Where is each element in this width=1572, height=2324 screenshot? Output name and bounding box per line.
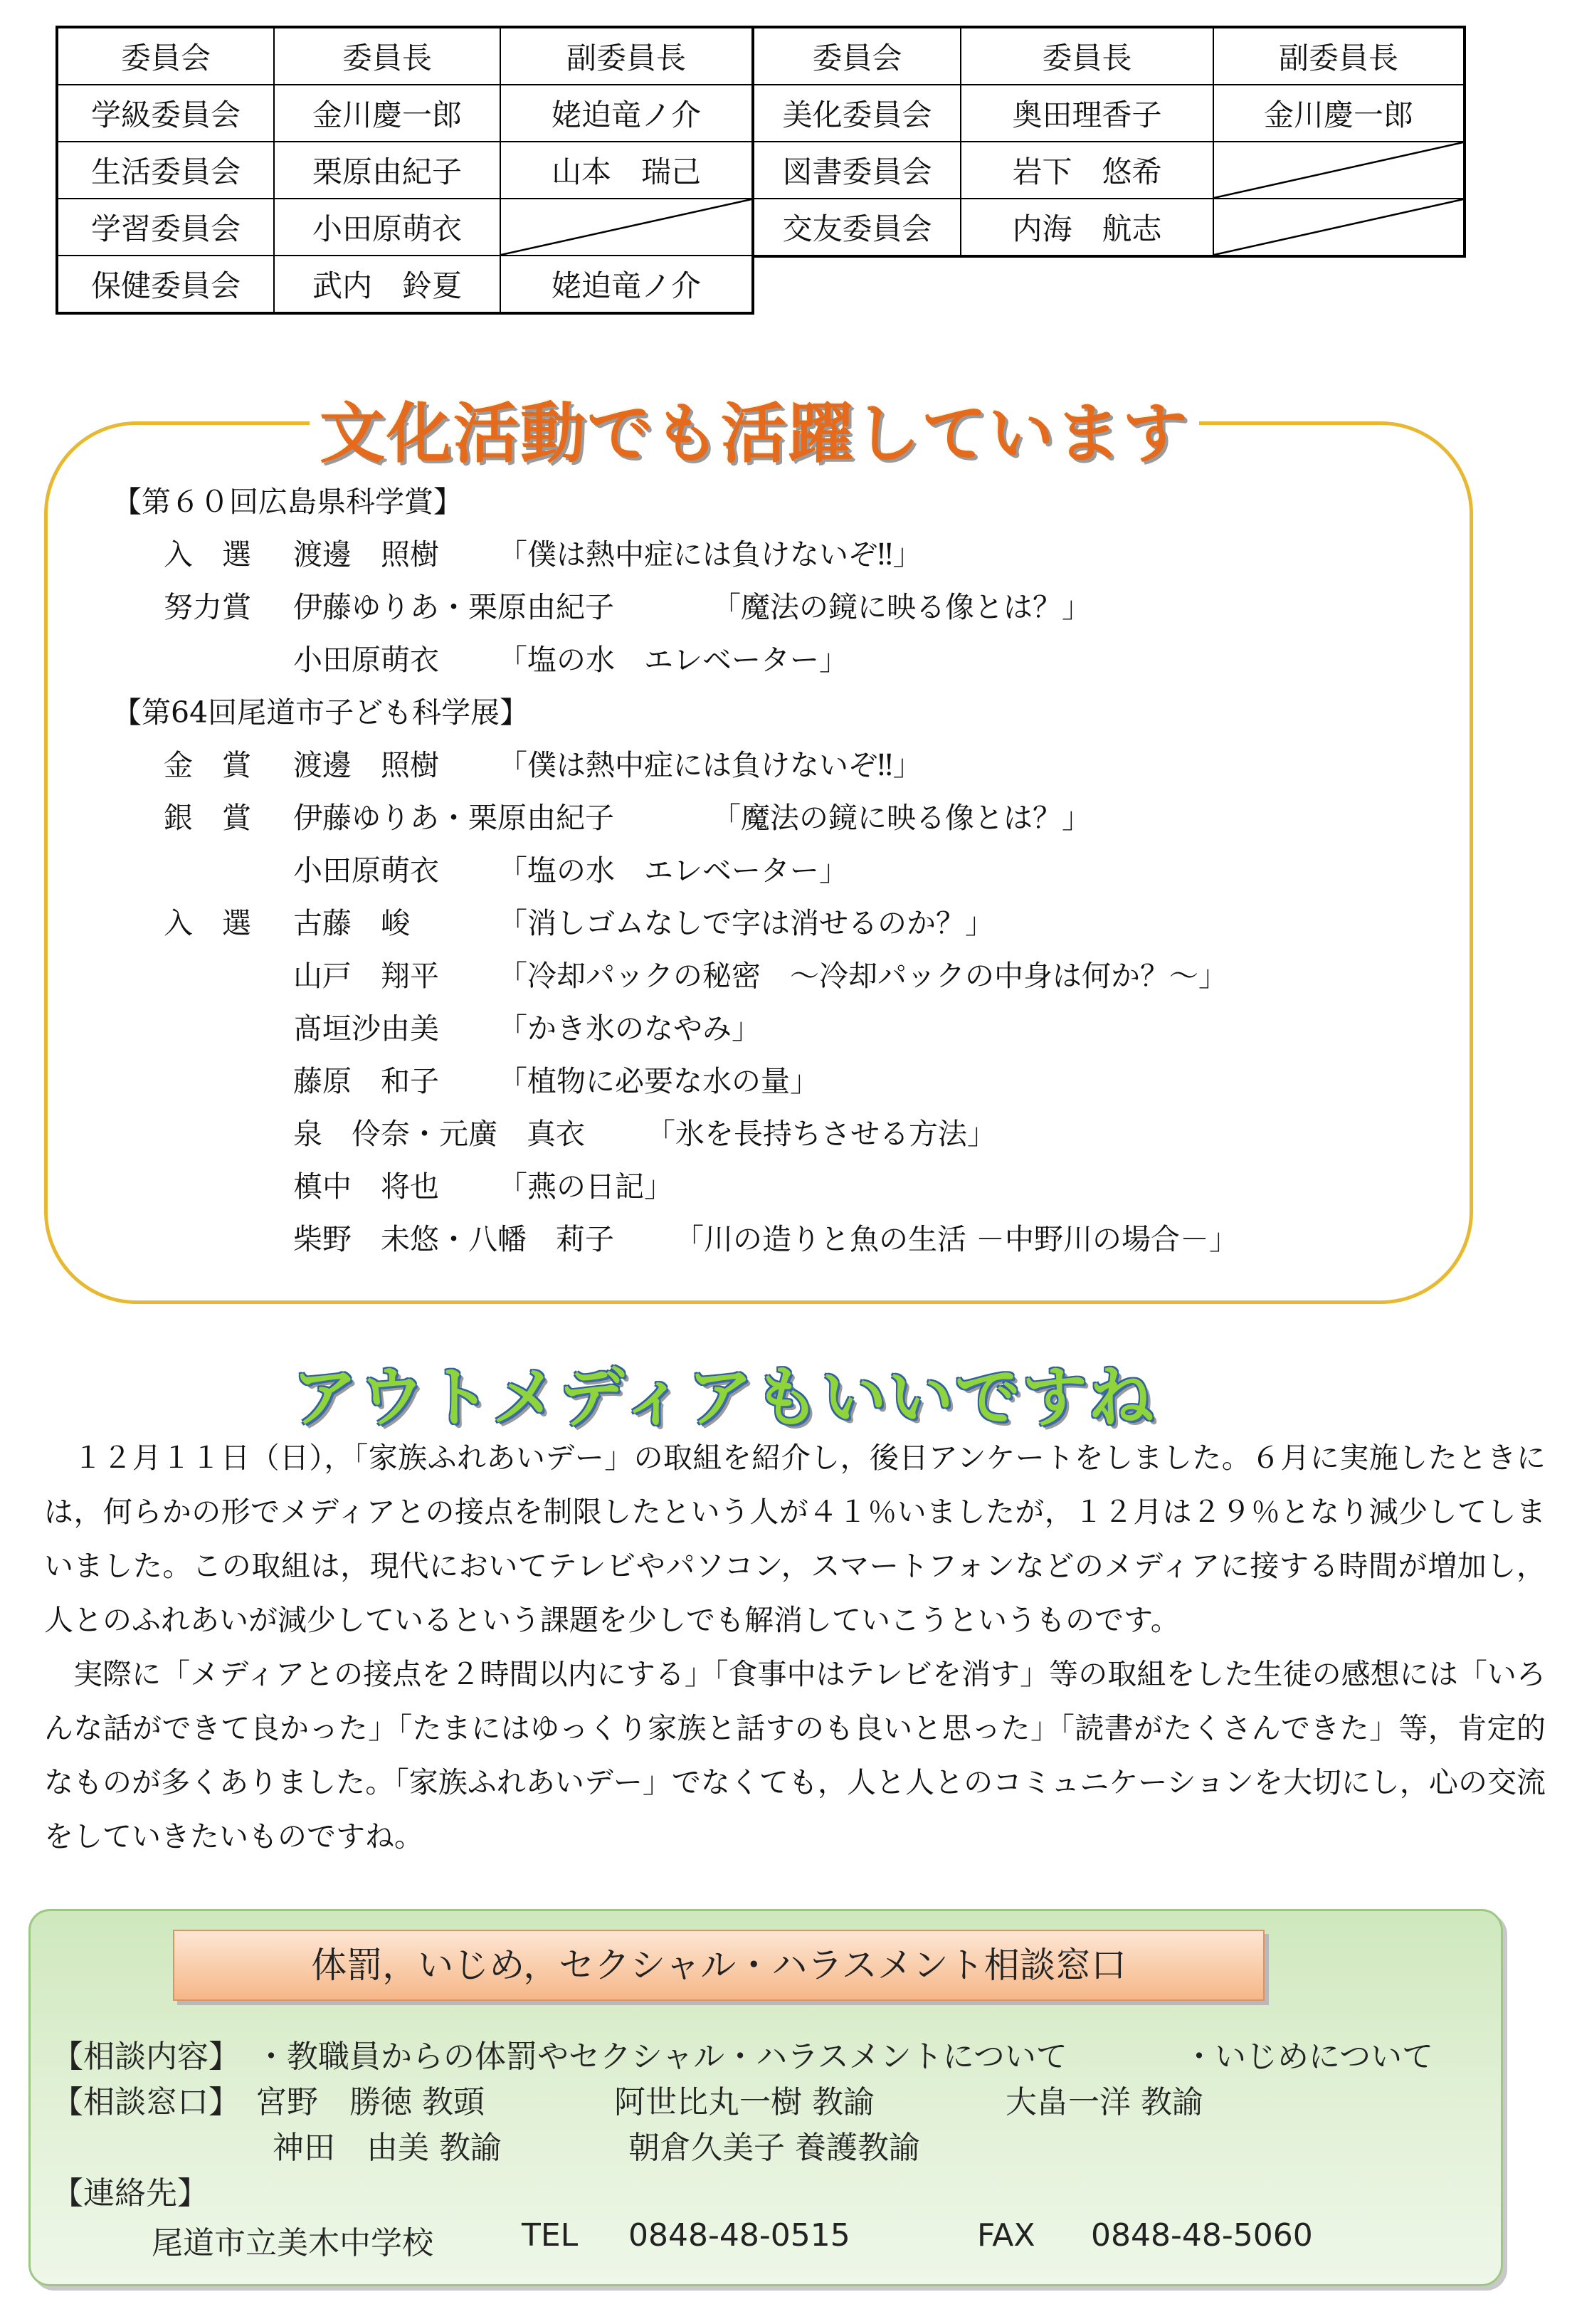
award-names: 小田原萌衣	[293, 853, 439, 888]
staff-entry: 大畠一洋 教諭	[1006, 2084, 1203, 2120]
committee-name: 美化委員会	[753, 85, 961, 142]
consultation-title: 体罰，いじめ，セクシャル・ハラスメント相談窓口	[173, 1930, 1265, 2001]
fax-number: 0848-48-5060	[1091, 2217, 1313, 2254]
media-paragraph-1: １２月１１日（日），「家族ふれあいデー」の取組を紹介し，後日アンケートをしました。６月に実施したときには，何らかの形でメディアとの接点を制限したという人が４１％いましたが，１２月は２９％となり減少してしまいました。この取組は，現代においてテレビやパソコン，スマートフォンなどのメディアに接する時間が増加し，人とのふれあいが減少しているという課題を少しでも解消していこうというものです。	[44, 1441, 1546, 1637]
content-item: ・教職員からの体罰やセクシャル・ハラスメントについて	[255, 2039, 1067, 2075]
empty-cell	[500, 199, 753, 256]
award-names: 藤原 和子	[293, 1064, 439, 1098]
award-title: 「僕は熱中症には負けないぞ‼」	[498, 537, 922, 572]
award-title: 「魔法の鏡に映る像とは？」	[712, 590, 1091, 624]
table-header-row	[57, 27, 753, 85]
award-names: 山戸 翔平	[293, 959, 439, 993]
media-heading: アウトメディアもいいですね	[292, 1360, 1156, 1436]
committee-name: 保健委員会	[57, 256, 274, 313]
award-title: 「僕は熱中症には負けないぞ‼」	[498, 748, 922, 782]
committee-name: 学習委員会	[57, 199, 274, 256]
committee-table-right	[751, 26, 1466, 258]
committee-vice: 姥迫竜ノ介	[500, 256, 753, 313]
award-names: 小田原萌衣	[293, 643, 439, 677]
award-label: 銀 賞	[164, 801, 251, 835]
committee-vice: 姥迫竜ノ介	[500, 85, 753, 142]
fax-label: FAX	[977, 2217, 1035, 2254]
staff-entry: 神田 由美 教諭	[273, 2130, 502, 2166]
committee-table-left	[56, 26, 754, 315]
consultation-box	[28, 1909, 1503, 2286]
column-header: 委員長	[961, 27, 1213, 85]
award-names: 髙垣沙由美	[293, 1011, 439, 1046]
content-item: ・いじめについて	[1183, 2039, 1434, 2075]
content-label: 【相談内容】	[52, 2039, 240, 2075]
committee-chair: 武内 鈴夏	[274, 256, 500, 313]
committee-chair: 岩下 悠希	[961, 142, 1213, 199]
award-names: 槙中 将也	[293, 1169, 439, 1204]
media-paragraph-2: 実際に「メディアとの接点を２時間以内にする」「食事中はテレビを消す」等の取組をした生徒の感想には「いろんな話ができて良かった」「たまにはゆっくり家族と話すのも良いと思った」「読書がたくさんできた」等，肯定的なものが多くありました。「家族ふれあいデー」でなくても，人と人とのコミュニケーションを大切にし，心の交流をしていきたいものですね。	[44, 1657, 1546, 1854]
award-names: 渡邊 照樹	[293, 537, 439, 572]
award-title: 「消しゴムなしで字は消せるのか？」	[498, 906, 994, 940]
tel-label: TEL	[522, 2217, 579, 2254]
window-label: 【相談窓口】	[52, 2084, 240, 2120]
column-header: 委員長	[274, 27, 500, 85]
table-row	[753, 199, 1465, 256]
table-row	[57, 142, 753, 199]
committee-name: 図書委員会	[753, 142, 961, 199]
award-names: 伊藤ゆりあ・栗原由紀子	[293, 590, 614, 624]
tel-number: 0848-48-0515	[628, 2217, 850, 2254]
award-title: 「かき氷のなやみ」	[498, 1011, 761, 1046]
staff-entry: 宮野 勝徳 教頭	[255, 2084, 485, 2120]
section-title: 【第64回尾道市子ども科学展】	[112, 695, 529, 730]
award-title: 「氷を長持ちさせる方法」	[646, 1117, 996, 1151]
committee-chair: 内海 航志	[961, 199, 1213, 256]
table-header-row	[753, 27, 1465, 85]
column-header: 委員会	[753, 27, 961, 85]
committee-chair: 奥田理香子	[961, 85, 1213, 142]
table-row	[753, 142, 1465, 199]
award-title: 「塩の水 エレベーター」	[498, 853, 848, 888]
contact-label: 【連絡先】	[52, 2175, 209, 2212]
award-names: 渡邊 照樹	[293, 748, 439, 782]
committee-vice: 金川慶一郎	[1213, 85, 1465, 142]
empty-cell	[1213, 199, 1465, 256]
award-title: 「植物に必要な水の量」	[498, 1064, 819, 1098]
culture-heading: 文化活動でも活躍しています	[310, 382, 1199, 475]
committee-chair: 小田原萌衣	[274, 199, 500, 256]
award-title: 「塩の水 エレベーター」	[498, 643, 848, 677]
section-title: 【第６０回広島県科学賞】	[112, 485, 463, 519]
award-names: 古藤 峻	[293, 906, 410, 940]
award-title: 「燕の日記」	[498, 1169, 673, 1204]
award-names: 伊藤ゆりあ・栗原由紀子	[293, 801, 614, 835]
award-title: 「魔法の鏡に映る像とは？」	[712, 801, 1091, 835]
table-row	[57, 85, 753, 142]
award-label: 努力賞	[164, 590, 251, 624]
column-header: 副委員長	[500, 27, 753, 85]
table-row	[753, 85, 1465, 142]
award-label: 金 賞	[164, 748, 251, 782]
staff-entry: 阿世比丸一樹 教諭	[614, 2084, 875, 2120]
empty-cell	[1213, 142, 1465, 199]
committee-chair: 栗原由紀子	[274, 142, 500, 199]
committee-name: 交友委員会	[753, 199, 961, 256]
award-title: 「冷却パックの秘密 ～冷却パックの中身は何か？～」	[498, 959, 1228, 993]
table-row	[57, 256, 753, 313]
table-row	[57, 199, 753, 256]
school-name: 尾道市立美木中学校	[152, 2225, 433, 2261]
staff-entry: 朝倉久美子 養護教諭	[628, 2130, 920, 2166]
committee-name: 学級委員会	[57, 85, 274, 142]
committee-name: 生活委員会	[57, 142, 274, 199]
committee-chair: 金川慶一郎	[274, 85, 500, 142]
committee-vice: 山本 瑞己	[500, 142, 753, 199]
award-label: 入 選	[164, 537, 251, 572]
column-header: 副委員長	[1213, 27, 1465, 85]
award-names: 柴野 未悠・八幡 莉子	[293, 1222, 614, 1256]
award-title: 「川の造りと魚の生活 －中野川の場合－」	[675, 1222, 1239, 1256]
award-label: 入 選	[164, 906, 251, 940]
award-names: 泉 伶奈・元廣 真衣	[293, 1117, 585, 1151]
column-header: 委員会	[57, 27, 274, 85]
